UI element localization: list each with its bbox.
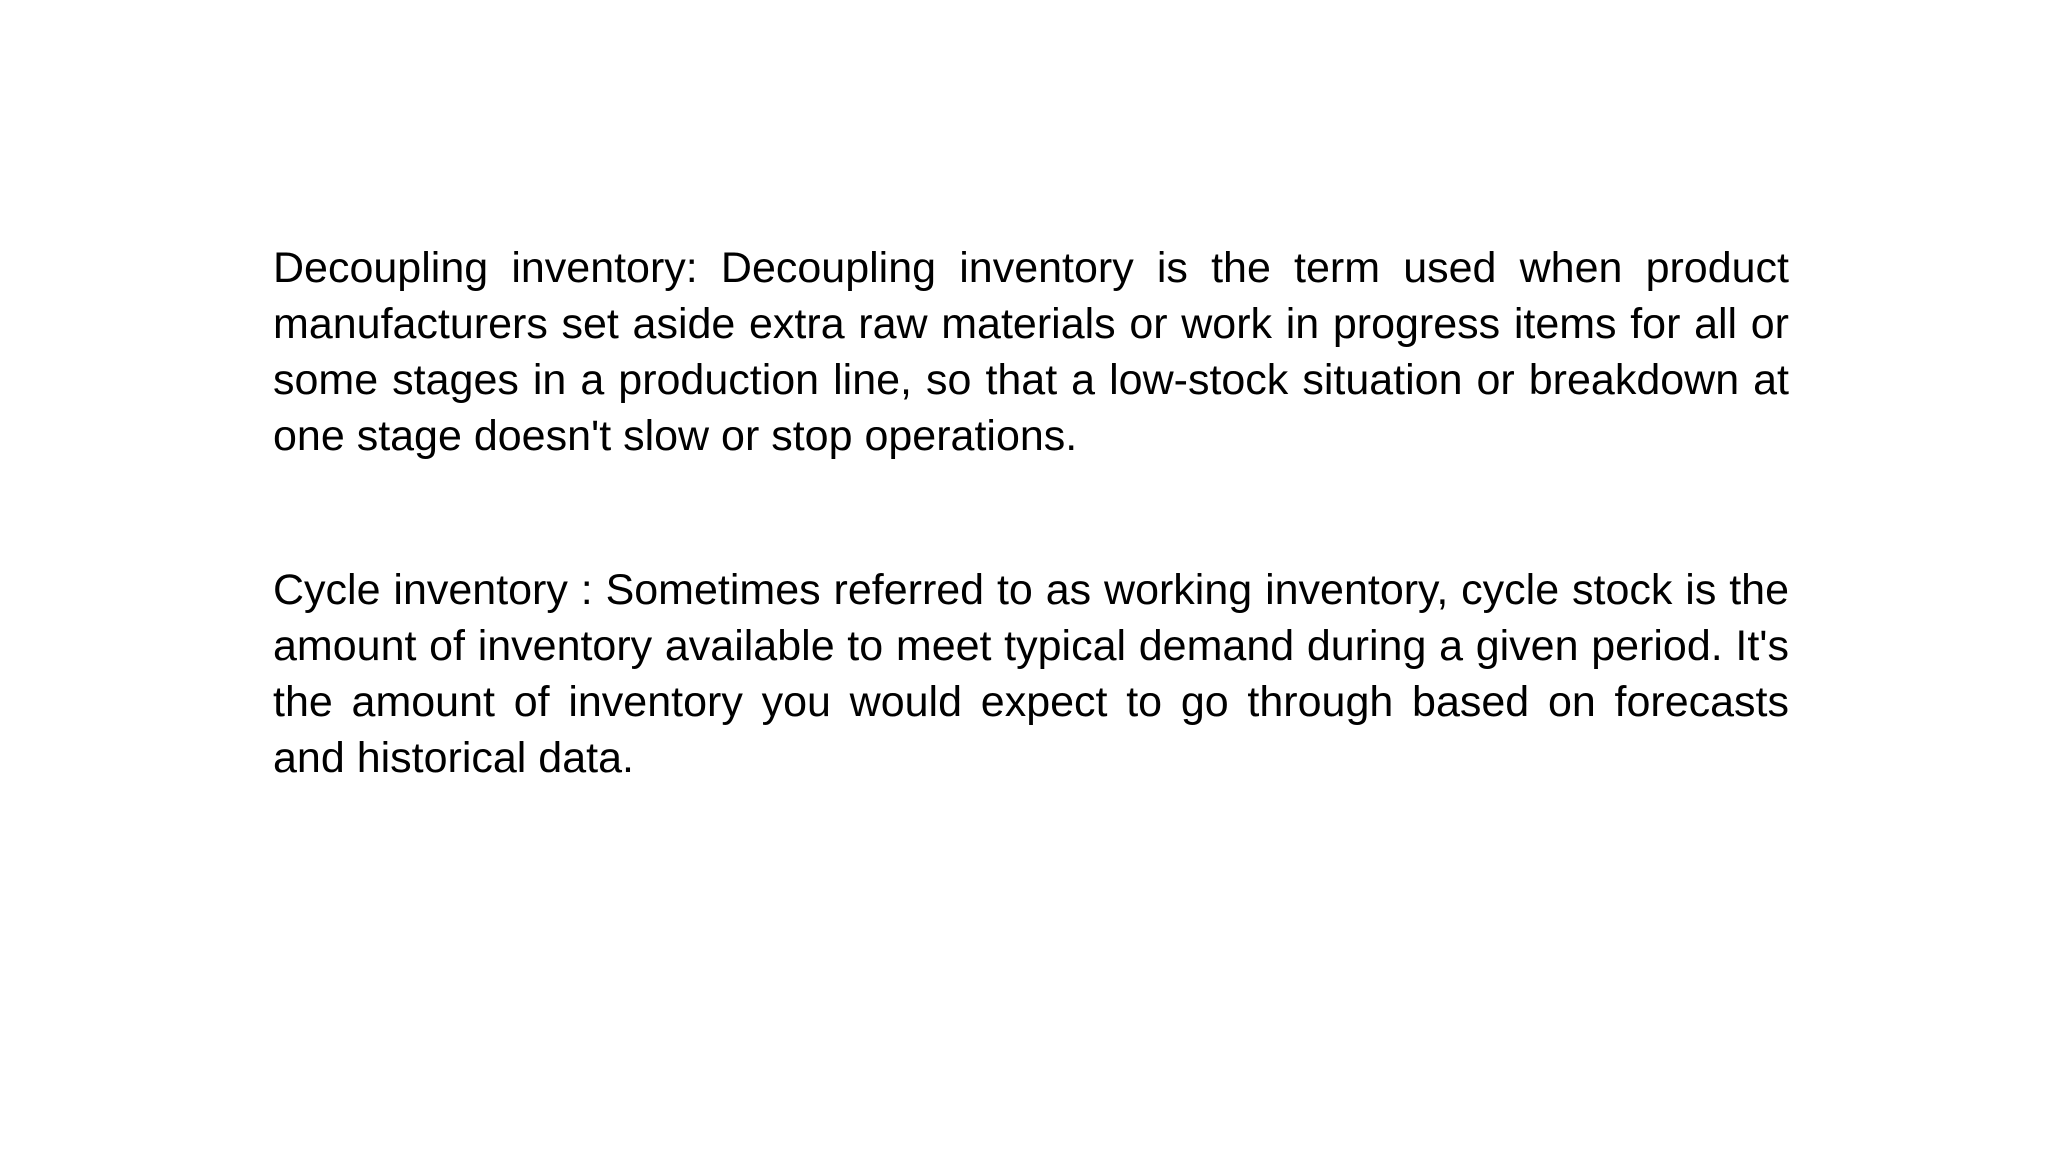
paragraph-cycle-inventory: Cycle inventory : Sometimes referred to as working inventory, cycle stock is the amount of inventory available to meet typical demand during a given period. It's the amount of inventory you would expect to go through based on forecasts and historical data. bbox=[273, 566, 1789, 782]
slide-body bbox=[273, 240, 1789, 786]
paragraph-decoupling-inventory: Decoupling inventory: Decoupling inventory is the term used when product manufacturers set aside extra raw materials or work in progress items for all or some stages in a production line, so that a low-stock situation or breakdown at one stage doesn't slow or stop operations. bbox=[273, 244, 1789, 460]
